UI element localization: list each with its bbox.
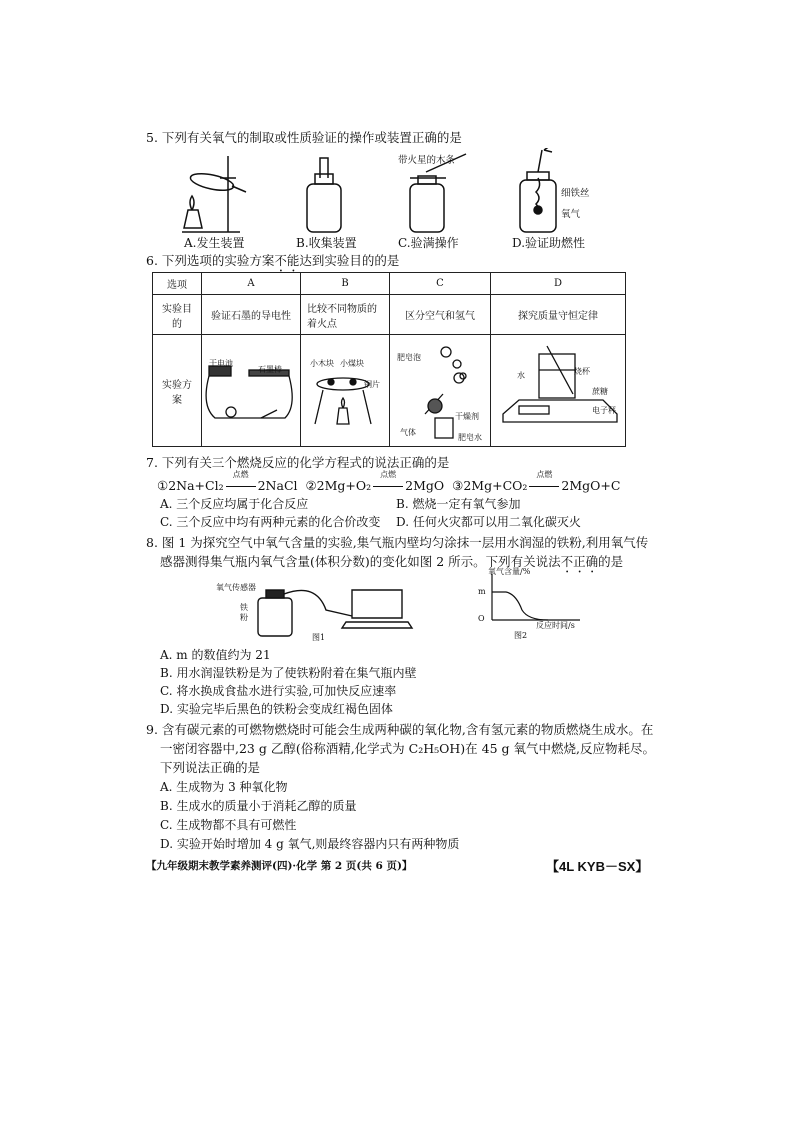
q6-b-label-wood: 小木块: [310, 359, 334, 368]
q6-stem: 6. 下列选项的实验方案不能达到实验目的的是: [146, 253, 400, 268]
q5-label-d1: 细铁丝: [561, 188, 590, 199]
q6-header-cell: A: [202, 273, 301, 295]
q8-option-c: C. 将水换成食盐水进行实验,可加快反应速率: [160, 684, 397, 698]
q9-stem-line3: 下列说法正确的是: [160, 760, 261, 775]
q6-c-label-desiccant: 干燥剂: [455, 412, 479, 421]
q7-option-b: B. 燃烧一定有氧气参加: [396, 497, 521, 511]
q8-option-b: B. 用水润湿铁粉是为了使铁粉附着在集气瓶内壁: [160, 666, 417, 680]
q9-option-a: A. 生成物为 3 种氧化物: [160, 780, 288, 794]
q8-stem-emphasis: 不正确: [560, 554, 599, 569]
table-row: [153, 273, 626, 295]
q5-stem: 5. 下列有关氧气的制取或性质验证的操作或装置正确的是: [146, 130, 462, 145]
q6-header-cell: C: [390, 273, 491, 295]
q7-stem: 7. 下列有关三个燃烧反应的化学方程式的说法正确的是: [146, 455, 450, 470]
q8-option-d: D. 实验完毕后黑色的铁粉会变成红褐色固体: [160, 702, 393, 716]
q6-row-label: 实验目的: [153, 295, 202, 335]
q6-b-label-copper: 铜片: [364, 380, 380, 389]
q8-stem-line2: 感器测得集气瓶内氧气含量(体积分数)的变化如图 2 所示。下列有关说法不正确的是: [160, 554, 624, 569]
q6-header-cell: 选项: [153, 273, 202, 295]
q8-option-a: A. m 的数值约为 21: [160, 648, 271, 662]
q5-label-c: 带火星的木条: [398, 155, 456, 166]
q7-option-a: A. 三个反应均属于化合反应: [160, 497, 309, 511]
q6-row-label: 实验方案: [153, 335, 202, 447]
q8-fig2-ylabel: 氧气含量/%: [488, 567, 531, 576]
q6-d-label-water: 水: [517, 371, 525, 380]
q5-figure-d: [520, 148, 556, 232]
q5-option-d: D.验证助燃性: [512, 236, 586, 250]
q6-d-label-sugar: 蔗糖: [592, 387, 608, 396]
q6-d-label-scale: 电子秤: [592, 406, 616, 415]
q6-header-cell: B: [301, 273, 390, 295]
q5-option-a: A.发生装置: [184, 236, 245, 250]
q5-option-c: C.验满操作: [398, 236, 459, 250]
page-footer-left: 【九年级期末教学素养测评(四)·化学 第 2 页(共 6 页)】: [146, 860, 413, 872]
reaction-arrow: 点燃: [527, 477, 561, 494]
q6-c-label-gas: 气体: [400, 428, 416, 437]
q8-fig1-caption: 图1: [312, 633, 326, 642]
q6-cell: 比较不同物质的着火点: [301, 295, 390, 335]
page-footer-code: 【4L KYB－SX】: [546, 859, 649, 874]
q8-fig1-label-iron: 铁: [240, 603, 248, 612]
q8-fig1-label-powder: 粉: [240, 613, 248, 622]
q6-c-label-bubble: 肥皂泡: [397, 353, 421, 362]
q5-label-d2: 氧气: [561, 209, 581, 220]
q7-equations: ①2Na+Cl₂ 点燃 2NaCl ②2Mg+O₂ 点燃 2MgO ③2Mg+CO₂ 点燃 2MgO+C: [157, 470, 621, 493]
q9-stem-line1: 9. 含有碳元素的可燃物燃烧时可能会生成两种碳的氧化物,含有氢元素的物质燃烧生成水。在: [146, 722, 654, 737]
q9-option-d: D. 实验开始时增加 4 g 氧气,则最终容器内只有两种物质: [160, 837, 460, 851]
q8-fig2-caption: 图2: [514, 631, 528, 640]
q9-option-c: C. 生成物都不具有可燃性: [160, 818, 297, 832]
q8-fig2-xlabel: 反应时间/s: [536, 621, 575, 630]
q6-cell: 探究质量守恒定律: [491, 295, 626, 335]
q8-fig1-label-sensor: 氧气传感器: [216, 583, 256, 592]
reaction-arrow: 点燃: [224, 477, 258, 494]
q6-figure-b: [315, 378, 371, 424]
q6-figure-c: [425, 347, 466, 438]
table-row: [153, 295, 626, 335]
q9-option-b: B. 生成水的质量小于消耗乙醇的质量: [160, 799, 357, 813]
q6-header-cell: D: [491, 273, 626, 295]
q6-b-label-coal: 小煤块: [340, 359, 364, 368]
q8-fig2-origin: O: [478, 614, 485, 623]
q6-stem-emphasis: 不能: [274, 253, 300, 268]
q9-stem-line2: 一密闭容器中,23 g 乙醇(俗称酒精,化学式为 C₂H₅OH)在 45 g 氧气中燃烧,反应物耗尽。: [160, 741, 655, 756]
q7-option-c: C. 三个反应中均有两种元素的化合价改变: [160, 515, 381, 529]
q5-option-b: B.收集装置: [296, 236, 357, 250]
q8-stem-line1: 8. 图 1 为探究空气中氧气含量的实验,集气瓶内壁均匀涂抹一层用水润湿的铁粉,利用氧气传: [146, 535, 649, 550]
q6-a-label-graphite: 石墨棒: [258, 365, 282, 374]
q6-c-label-soap: 肥皂水: [458, 433, 482, 442]
q6-a-label-battery: 干电池: [209, 359, 233, 368]
reaction-arrow: 点燃: [371, 477, 405, 494]
q6-cell: 区分空气和氢气: [390, 295, 491, 335]
q7-option-d: D. 任何火灾都可以用二氧化碳灭火: [396, 515, 581, 529]
q5-figure-b: [307, 158, 341, 232]
q8-fig2-m: m: [478, 587, 486, 596]
q5-figure-a: [182, 156, 246, 232]
q6-cell: 验证石墨的导电性: [202, 295, 301, 335]
q6-d-label-beaker: 烧杯: [574, 367, 590, 376]
